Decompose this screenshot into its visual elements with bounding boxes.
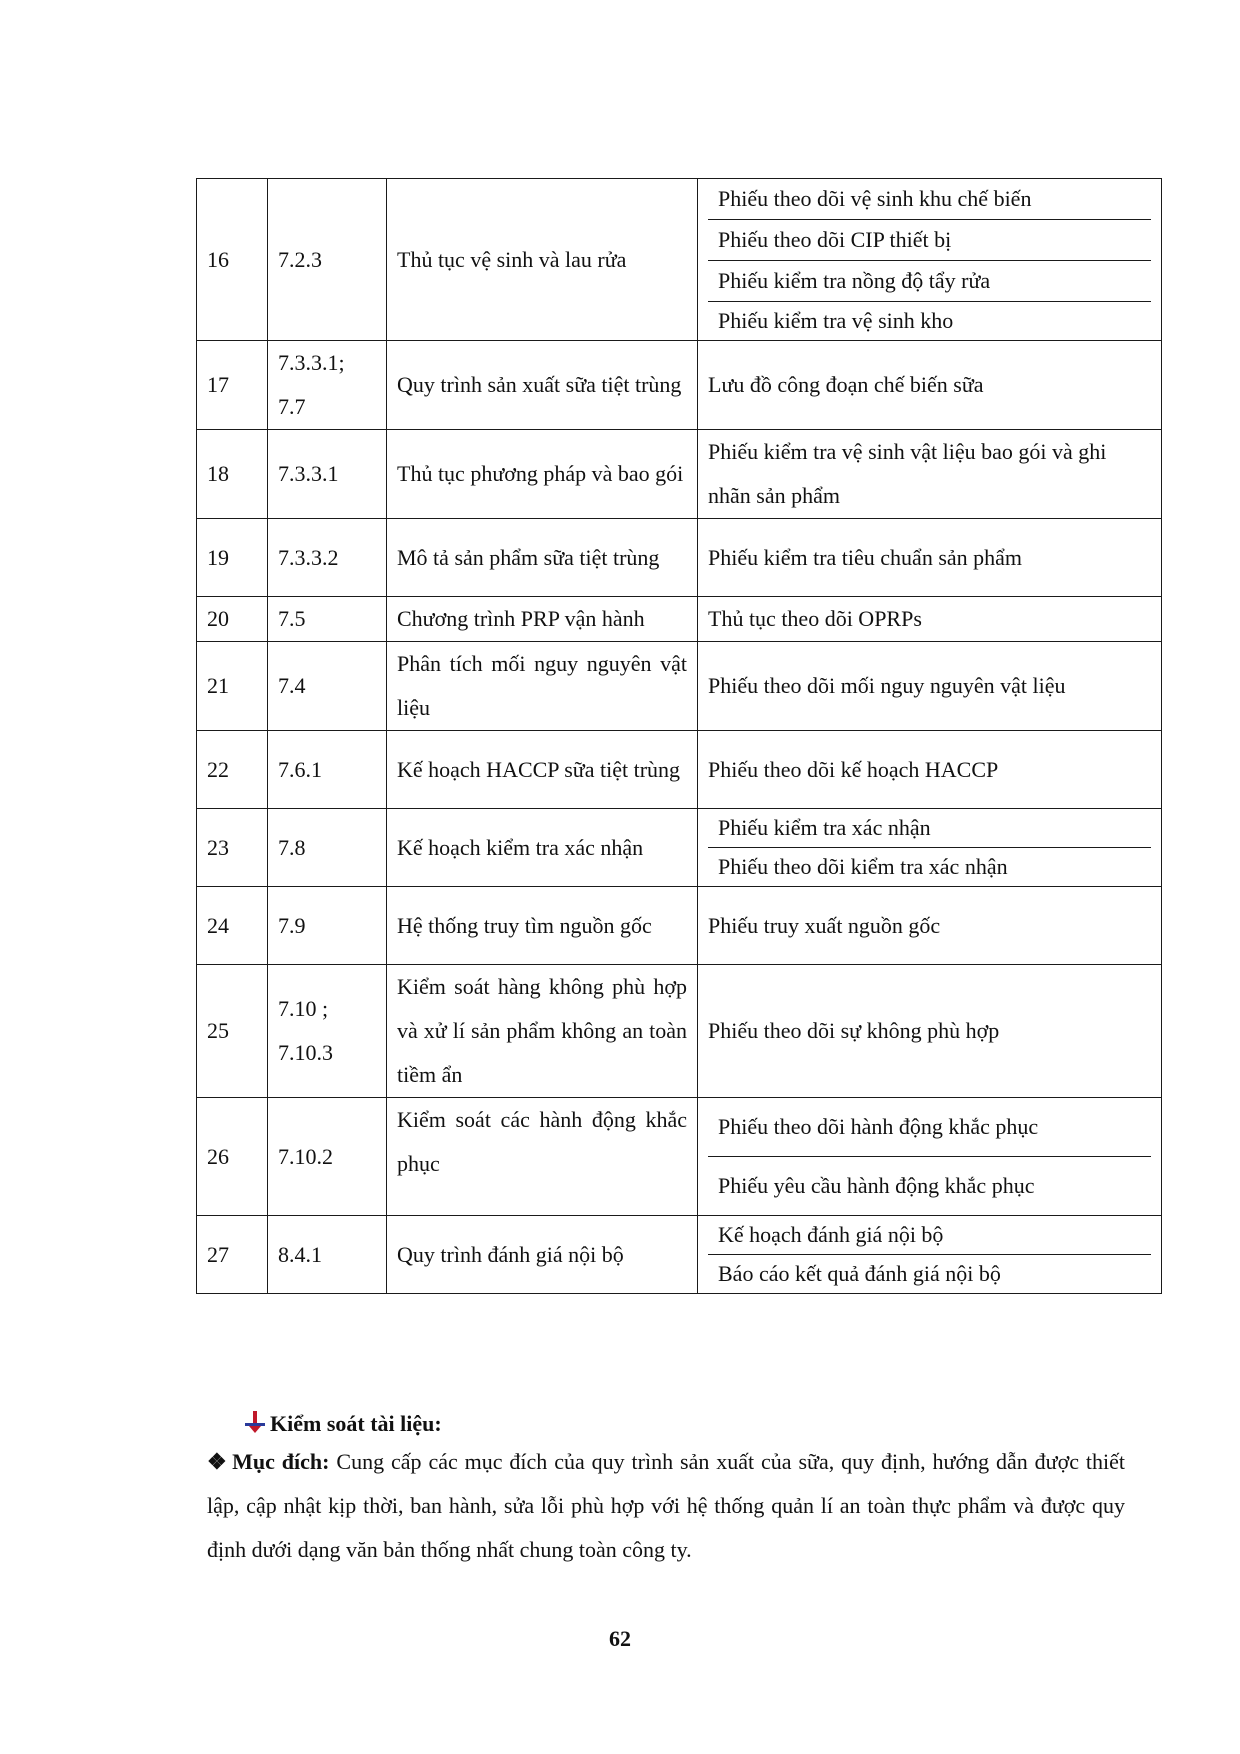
procedure-name: Kiểm soát hàng không phù hợp và xử lí sản phẩm không an toàn tiềm ẩn (387, 965, 698, 1098)
procedure-name: Quy trình sản xuất sữa tiệt trùng (387, 341, 698, 430)
procedure-name: Kiểm soát các hành động khắc phục (387, 1098, 698, 1216)
table-row (197, 341, 1162, 430)
record-item: Phiếu theo dõi hành động khắc phục (708, 1098, 1151, 1157)
clause-number: 7.5 (268, 597, 387, 642)
record-item: Phiếu kiểm tra vệ sinh vật liệu bao gói và ghi nhãn sản phẩm (698, 430, 1162, 519)
record-item: Phiếu theo dõi kế hoạch HACCP (698, 731, 1162, 809)
table-row (197, 179, 1162, 341)
row-number: 17 (197, 341, 268, 430)
record-item: Phiếu theo dõi vệ sinh khu chế biến (708, 179, 1151, 220)
procedure-name: Thủ tục phương pháp và bao gói (387, 430, 698, 519)
record-item: Phiếu yêu cầu hành động khắc phục (718, 1173, 1035, 1198)
clause-number: 8.4.1 (268, 1216, 387, 1294)
clause-number: 7.10.2 (268, 1098, 387, 1216)
row-number: 26 (197, 1098, 268, 1216)
record-item: Phiếu kiểm tra vệ sinh kho (718, 308, 954, 333)
clause-number: 7.8 (268, 809, 387, 887)
clause-number: 7.6.1 (268, 731, 387, 809)
row-number: 25 (197, 965, 268, 1098)
row-number: 18 (197, 430, 268, 519)
clause-number: 7.2.3 (268, 179, 387, 341)
record-item: Phiếu theo dõi kiểm tra xác nhận (718, 854, 1008, 879)
record-item: Phiếu kiểm tra xác nhận (708, 809, 1151, 848)
procedure-name: Mô tả sản phẩm sữa tiệt trùng (387, 519, 698, 597)
table-row (197, 597, 1162, 642)
table-row (197, 642, 1162, 731)
procedure-name: Chương trình PRP vận hành (387, 597, 698, 642)
table-row (197, 1216, 1162, 1294)
purpose-paragraph (207, 1440, 1125, 1572)
records-cell (698, 179, 1162, 341)
section-title: Kiểm soát tài liệu: (270, 1411, 442, 1436)
record-item: Kế hoạch đánh giá nội bộ (708, 1216, 1151, 1255)
record-item: Báo cáo kết quả đánh giá nội bộ (718, 1261, 1001, 1286)
record-item: Phiếu kiểm tra nồng độ tẩy rửa (708, 261, 1151, 302)
clause-number: 7.10 ; 7.10.3 (268, 965, 387, 1098)
record-item: Phiếu theo dõi mối nguy nguyên vật liệu (698, 642, 1162, 731)
arrow-down-bullet-icon (244, 1410, 266, 1434)
purpose-label: Mục đích: (232, 1449, 330, 1474)
procedure-name: Phân tích mối nguy nguyên vật liệu (387, 642, 698, 731)
row-number: 22 (197, 731, 268, 809)
purpose-text: Cung cấp các mục đích của quy trình sản xuất của sữa, quy định, hướng dẫn được thiết lập, cập nhật kịp thời, ban hành, sửa lỗi phù hợp với hệ thống quản lí an toàn thực phẩm và được quy định dưới dạng văn bản thống nhất chung toàn công ty. (207, 1449, 1126, 1562)
records-cell (698, 1098, 1162, 1216)
page-number: 62 (609, 1626, 631, 1651)
row-number: 19 (197, 519, 268, 597)
procedure-name: Kế hoạch kiểm tra xác nhận (387, 809, 698, 887)
row-number: 21 (197, 642, 268, 731)
records-cell (698, 809, 1162, 887)
diamond-bullet-icon: ❖ (207, 1449, 229, 1474)
record-item: Thủ tục theo dõi OPRPs (698, 597, 1162, 642)
record-item: Lưu đồ công đoạn chế biến sữa (698, 341, 1162, 430)
clause-number: 7.4 (268, 642, 387, 731)
procedure-name: Thủ tục vệ sinh và lau rửa (387, 179, 698, 341)
row-number: 24 (197, 887, 268, 965)
procedure-name: Hệ thống truy tìm nguồn gốc (387, 887, 698, 965)
table-row (197, 809, 1162, 887)
procedure-name: Quy trình đánh giá nội bộ (387, 1216, 698, 1294)
table-row (197, 887, 1162, 965)
table-row (197, 430, 1162, 519)
row-number: 23 (197, 809, 268, 887)
records-cell (698, 1216, 1162, 1294)
record-item: Phiếu theo dõi CIP thiết bị (708, 220, 1151, 261)
row-number: 27 (197, 1216, 268, 1294)
record-item: Phiếu kiểm tra tiêu chuẩn sản phẩm (698, 519, 1162, 597)
table-row (197, 965, 1162, 1098)
record-item: Phiếu theo dõi sự không phù hợp (698, 965, 1162, 1098)
table-row (197, 519, 1162, 597)
document-records-table (196, 178, 1162, 1294)
clause-number: 7.9 (268, 887, 387, 965)
table-row (197, 1098, 1162, 1216)
clause-number: 7.3.3.1; 7.7 (268, 341, 387, 430)
table-row (197, 731, 1162, 809)
clause-number: 7.3.3.2 (268, 519, 387, 597)
procedure-name: Kế hoạch HACCP sữa tiệt trùng (387, 731, 698, 809)
record-item: Phiếu truy xuất nguồn gốc (698, 887, 1162, 965)
clause-number: 7.3.3.1 (268, 430, 387, 519)
row-number: 16 (197, 179, 268, 341)
row-number: 20 (197, 597, 268, 642)
